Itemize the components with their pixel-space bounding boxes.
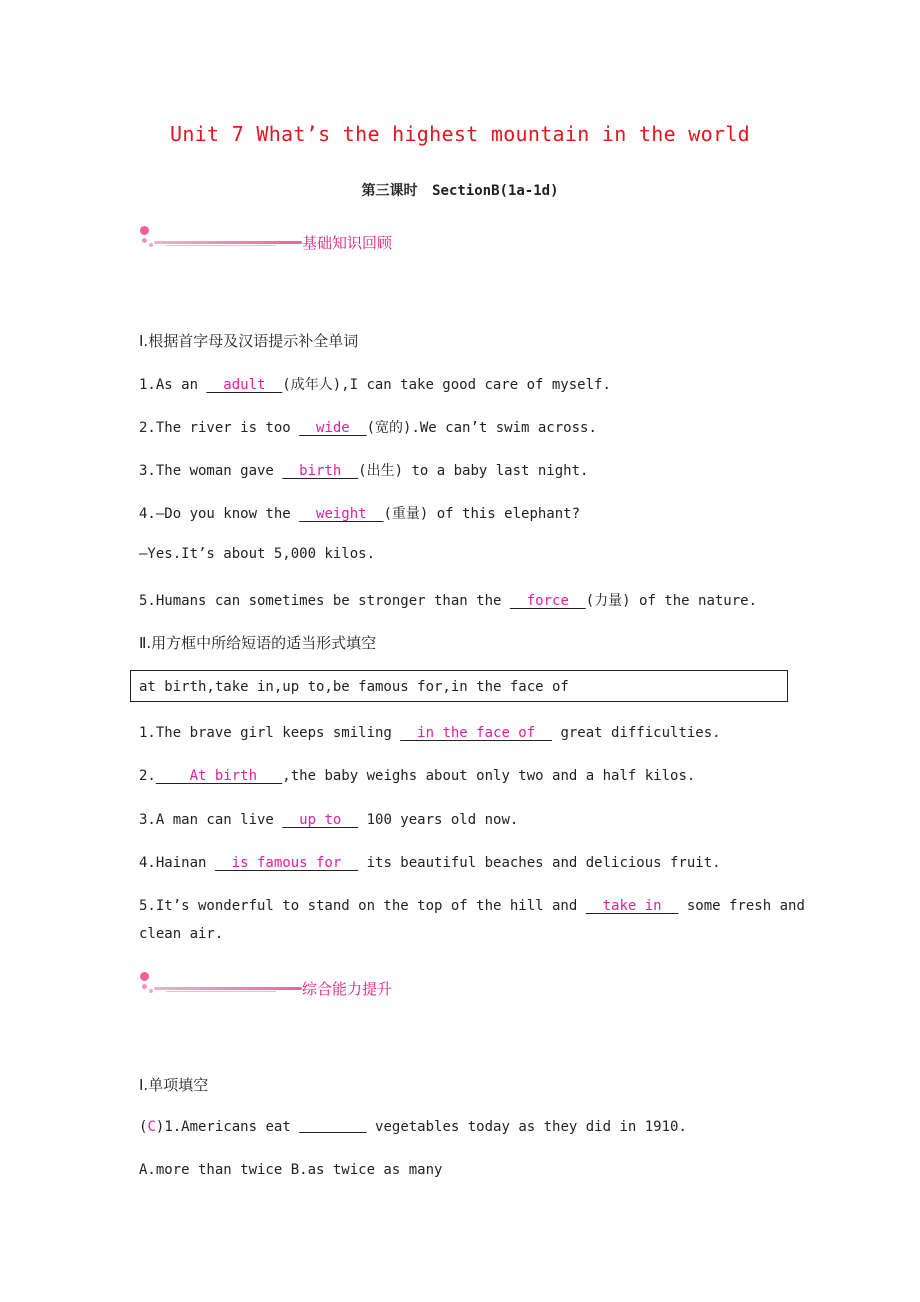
- banner-dot-decoration: [149, 989, 153, 993]
- item-text: 3.The woman gave: [139, 463, 283, 479]
- paren-open: (: [139, 1119, 148, 1135]
- item-text: great difficulties.: [552, 725, 721, 741]
- part1-item-3: [139, 460, 588, 480]
- banner-dot-decoration: [142, 984, 147, 989]
- banner-dot-decoration: [142, 238, 147, 243]
- part3-question-1: [139, 1119, 687, 1135]
- lesson-subtitle: [0, 180, 920, 200]
- answer: take in: [585, 898, 679, 914]
- item-text: ,the baby weighs about only two and a half kilos.: [282, 768, 696, 784]
- paren-close: ): [155, 1119, 165, 1135]
- banner-line-decoration: [166, 245, 276, 246]
- phrase-box: [130, 670, 788, 702]
- item-text: (成年人),I can take good care of myself.: [282, 377, 611, 393]
- item-text: (重量) of this elephant?: [383, 506, 581, 522]
- item-text: (出生) to a baby last night.: [358, 463, 589, 479]
- lesson-subtitle-cn: 第三课时: [361, 183, 418, 199]
- blank: [299, 1119, 366, 1135]
- banner-dot-decoration: [140, 226, 149, 235]
- item-text: 1.As an: [139, 377, 207, 393]
- answer: force: [509, 593, 586, 609]
- answer: in the face of: [400, 725, 553, 741]
- part3-question-1-options: A.more than twice B.as twice as many: [139, 1162, 443, 1178]
- part1-item-4-reply: [139, 546, 375, 562]
- part2-item-4: [139, 855, 721, 871]
- answer: up to: [282, 812, 359, 828]
- answer: adult: [206, 377, 283, 393]
- banner-line-decoration: [154, 987, 302, 990]
- answer: is famous for: [214, 855, 359, 871]
- banner-dot-decoration: [140, 972, 149, 981]
- item-text: 2.The river is too: [139, 420, 300, 436]
- answer: At birth: [155, 768, 283, 784]
- banner-label: 基础知识回顾: [302, 234, 393, 252]
- item-text: (力量) of the nature.: [585, 593, 758, 609]
- part2-item-3: [139, 812, 518, 828]
- part3-heading: Ⅰ.单项填空: [139, 1076, 209, 1094]
- item-text: its beautiful beaches and delicious fruit.: [358, 855, 721, 871]
- item-text: some fresh and: [678, 898, 805, 914]
- part1-heading: Ⅰ.根据首字母及汉语提示补全单词: [139, 332, 359, 350]
- part1-item-5: [139, 590, 757, 610]
- item-text: 3.A man can live: [139, 812, 283, 828]
- phrase-box-text: at birth,take in,up to,be famous for,in the face of: [139, 679, 569, 695]
- item-text: —Yes.It’s about 5,000 kilos.: [139, 546, 376, 562]
- banner-dot-decoration: [149, 243, 153, 247]
- item-text: 4.—Do you know the: [139, 506, 300, 522]
- part2-item-2: [139, 768, 695, 784]
- item-text: 2.: [139, 768, 156, 784]
- answer: weight: [299, 506, 384, 522]
- item-text: 4.Hainan: [139, 855, 215, 871]
- answer: C: [147, 1119, 156, 1135]
- part2-item-5-continuation: clean air.: [139, 926, 224, 942]
- answer: birth: [282, 463, 359, 479]
- part1-item-2: [139, 417, 597, 437]
- banner-label: 综合能力提升: [302, 980, 393, 998]
- item-text: 5.Humans can sometimes be stronger than the: [139, 593, 510, 609]
- item-text: vegetables today as they did in 1910.: [366, 1119, 687, 1135]
- part2-item-5: [139, 898, 805, 914]
- page-title: Unit 7 What’s the highest mountain in the world: [169, 122, 751, 146]
- banner-line-decoration: [166, 991, 276, 992]
- part2-heading: Ⅱ.用方框中所给短语的适当形式填空: [139, 634, 377, 652]
- part1-item-1: [139, 374, 611, 394]
- part1-item-4: [139, 503, 580, 523]
- banner-line-decoration: [154, 241, 302, 244]
- answer: wide: [299, 420, 367, 436]
- item-text: 1.The brave girl keeps smiling: [139, 725, 401, 741]
- item-text: 5.It’s wonderful to stand on the top of the hill and: [139, 898, 586, 914]
- item-text: 100 years old now.: [358, 812, 519, 828]
- section-banner-advanced: [140, 972, 420, 1002]
- lesson-subtitle-en: SectionB(1a-1d): [432, 183, 559, 199]
- section-banner-basics: [140, 226, 420, 256]
- item-text: (宽的).We can’t swim across.: [366, 420, 597, 436]
- item-text: 1.Americans eat: [164, 1119, 300, 1135]
- part2-item-1: [139, 725, 721, 741]
